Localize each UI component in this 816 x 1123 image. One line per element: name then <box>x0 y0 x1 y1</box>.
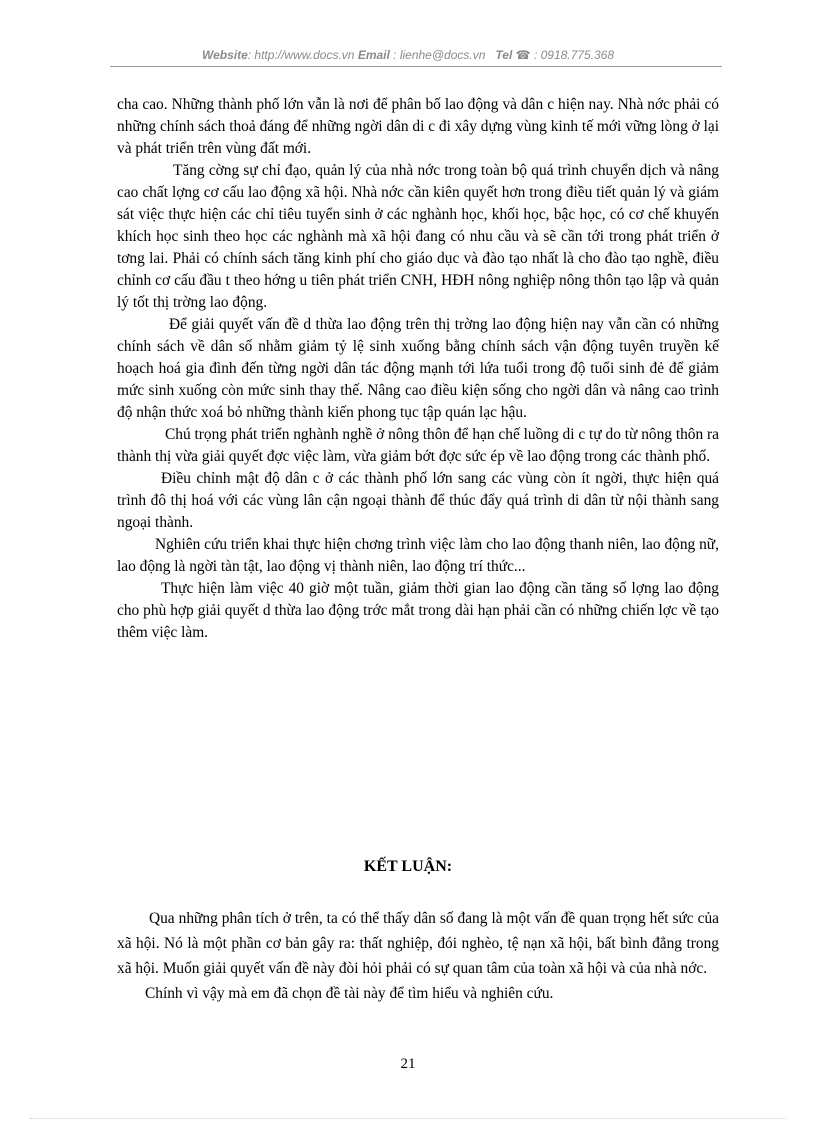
conclusion-paragraph-2: Chính vì vậy mà em đã chọn đề tài này để tìm hiểu và nghiên cứu. <box>145 985 554 1002</box>
paragraph-4: Chú trọng phát triển nghành nghề ở nông thôn để hạn chế luồng di c tự do từ nông thôn ra thành thị vừa giải quyết đợc việc làm, vừa giảm bớt đợc sức ép về lao động trong các thành phố. <box>117 426 719 465</box>
page-number: 21 <box>400 1056 416 1072</box>
website-label: Website <box>201 48 248 62</box>
tel-label: Tel <box>495 48 513 62</box>
paragraph-5: Điều chỉnh mật độ dân c ở các thành phố lớn sang các vùng còn ít ngời, thực hiện quá trình đô thị hoá với các vùng lân cận ngoại thành để thúc đẩy quá trình di dân từ nội thành sang ngoại thành. <box>117 470 719 531</box>
email-label: Email <box>357 48 390 62</box>
page-bottom-divider <box>30 1118 786 1119</box>
paragraph-7: Thực hiện làm việc 40 giờ một tuần, giảm thời gian lao động cần tăng số lợng lao động cho phù hợp giải quyết d thừa lao động trớc mắt trong dài hạn phải cần có những chiến lợc về tạo thêm việc làm. <box>117 580 719 641</box>
paragraph-2: Tăng cờng sự chỉ đạo, quản lý của nhà nớc trong toàn bộ quá trình chuyển dịch và nâng cao chất lợng cơ cấu lao động xã hội. Nhà nớc cần kiên quyết hơn trong điều tiết quản lý và giám sát việc thực hiện các chỉ tiêu tuyển sinh ở các nghành học, khối học, bậc học, có cơ chế khuyến khích học sinh theo học các nghành mà xã hội đang có nhu cầu và sẽ cần tới trong phát triển ở tơng lai. Phải có chính sách tăng kinh phí cho giáo dục và đào tạo nhất là cho đào tạo nghề, điều chỉnh cơ cấu đầu t theo hớng u tiên phát triển CNH, HĐH nông nghiệp nông thôn tạo lập và quản lý tốt thị trờng lao động. <box>117 162 719 311</box>
paragraph-3: Để giải quyết vấn đề d thừa lao động trên thị trờng lao động hiện nay vẫn cần có những chính sách về dân số nhằm giảm tỷ lệ sinh xuống bằng chính sách vận động tuyên truyền kế hoạch hoá gia đình đến từng ngời dân tác động mạnh tới lứa tuổi trong độ tuổi sinh đẻ để giảm mức sinh xuống còn mức sinh thay thế. Nâng cao điều kiện sống cho ngời dân và nâng cao trình độ nhận thức xoá bỏ những thành kiến phong tục tập quán lạc hậu. <box>117 316 719 421</box>
header-divider <box>110 66 722 67</box>
conclusion-paragraph-1: Qua những phân tích ở trên, ta có thể thấy dân số đang là một vấn đề quan trọng hết sức của xã hội. Nó là một phần cơ bản gây ra: thất nghiệp, đói nghèo, tệ nạn xã hội, bất bình đẳng trong xã hội. Muốn giải quyết vấn đề này đòi hỏi phải có sự quan tâm của toàn xã hội và của nhà nớc. <box>117 910 719 977</box>
paragraph-6: Nghiên cứu triển khai thực hiện chơng trình việc làm cho lao động thanh niên, lao động nữ, lao động là ngời tàn tật, lao động vị thành niên, lao động trí thức... <box>117 536 719 575</box>
conclusion-text <box>117 906 719 1006</box>
tel-value: ☎ : 0918.775.368 <box>512 48 615 62</box>
page-header <box>0 48 816 62</box>
email-value: : lienhe@docs.vn <box>389 48 486 62</box>
body-text <box>117 94 719 644</box>
conclusion-title: KẾT LUẬN: <box>363 858 453 875</box>
paragraph-1: cha cao. Những thành phố lớn vẫn là nơi để phân bố lao động và dân c hiện nay. Nhà nớc phải có những chính sách thoả đáng để những ngời dân di c đi xây dựng vùng kinh tế mới vững lòng ở lại và phát triển trên vùng đất mới. <box>117 96 719 157</box>
website-value: : http://www.docs.vn <box>247 48 355 62</box>
